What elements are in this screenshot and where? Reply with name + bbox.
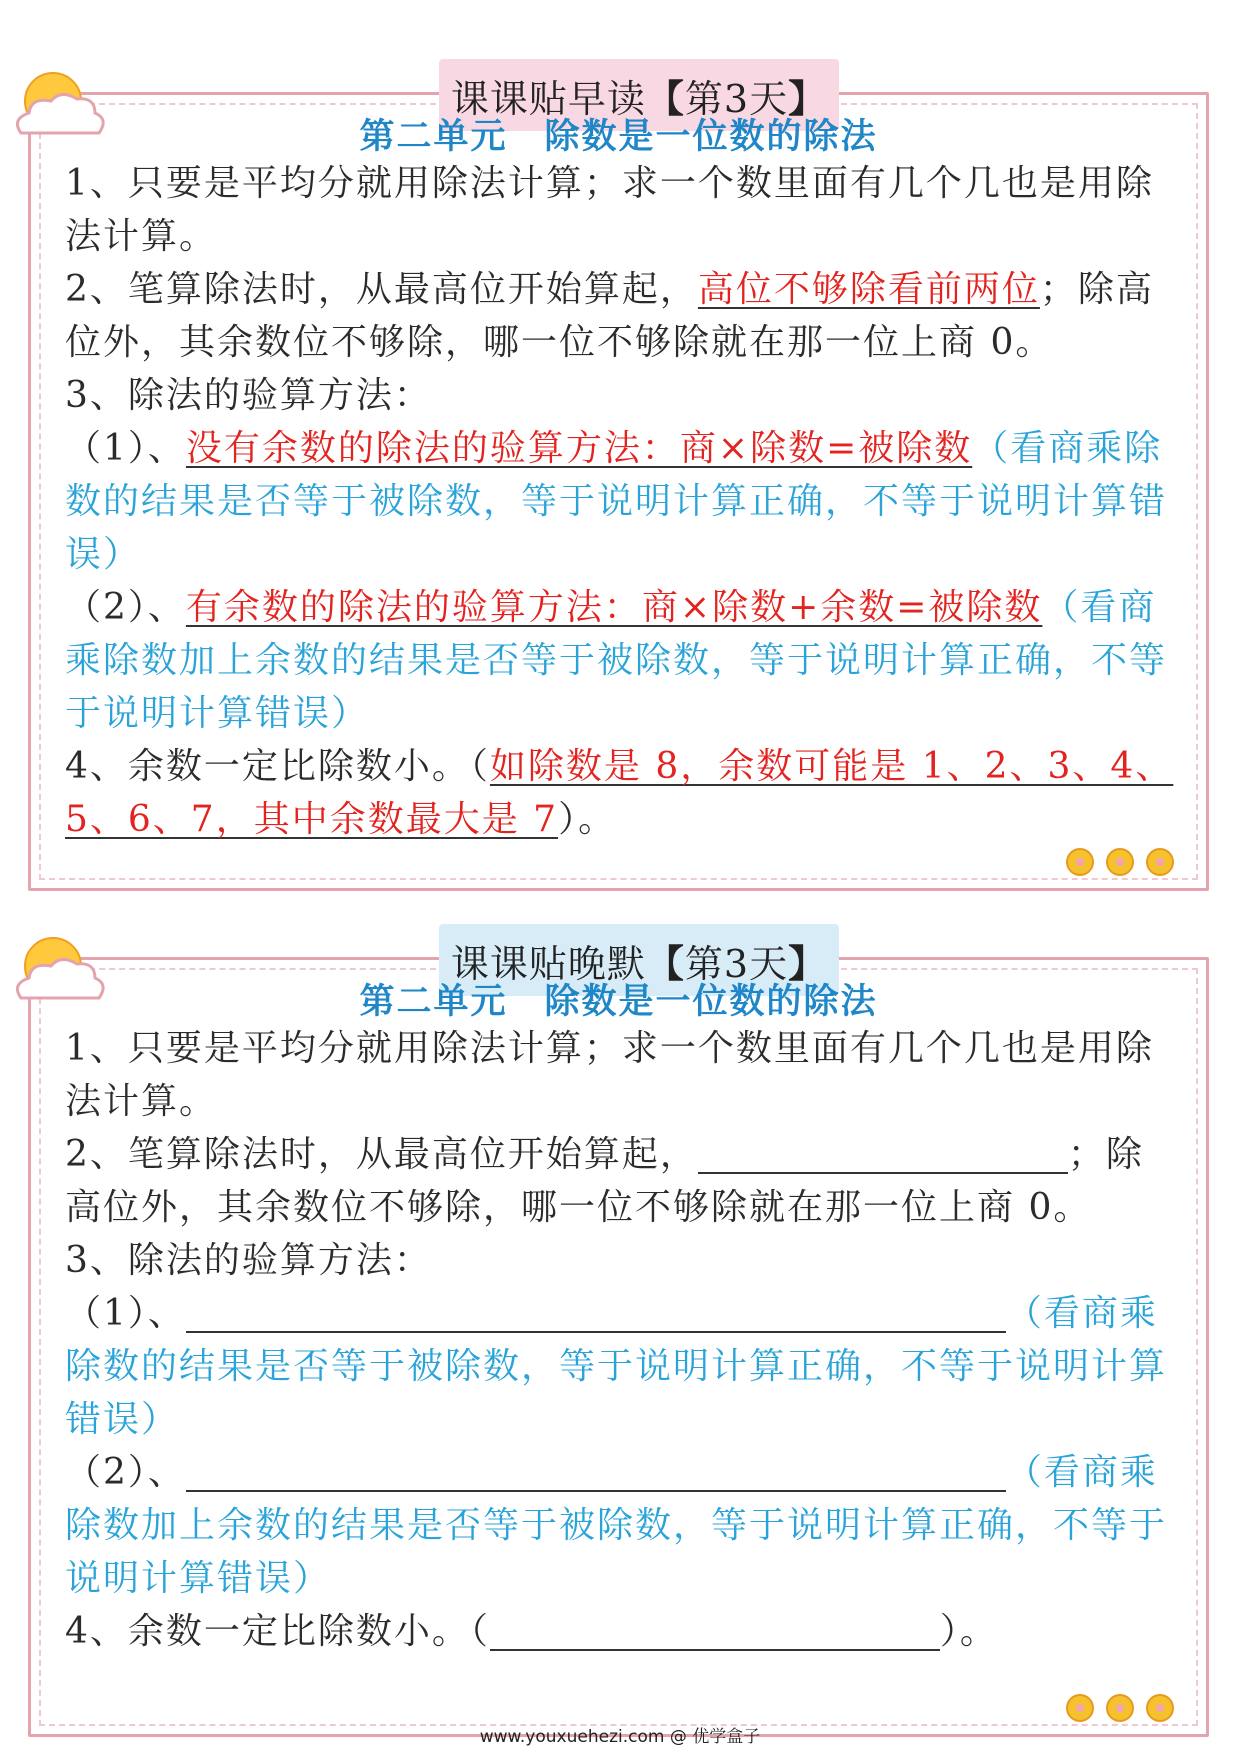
point-3-1-note: （看商乘除数的结果是否等于被除数，等于说明计算正确，不等于说明计算错误） [65, 1293, 1168, 1440]
point-2-text-a: 2、笔算除法时，从最高位开始算起， [65, 269, 698, 310]
evening-dictation-card [28, 940, 1209, 1737]
tab-day: 第3天 [684, 941, 789, 986]
point-3-2-note: （看商乘除数加上余数的结果是否等于被除数，等于说明计算正确，不等于说明计算错误） [65, 1452, 1168, 1599]
point-2 [65, 263, 1180, 369]
section-subtitle: 第二单元 除数是一位数的除法 [359, 117, 878, 157]
point-4-text-a: 4、余数一定比除数小。（ [65, 1611, 490, 1652]
point-3-1-answer: 没有余数的除法的验算方法：商×除数=被除数 [185, 428, 973, 469]
point-2-text-b: ；除高位外，其余数位不够除，哪一位不够除就在那一位上商 0。 [65, 1134, 1144, 1228]
point-3-2-prefix: （2）、 [65, 587, 186, 628]
point-3-1 [65, 1287, 1180, 1446]
point-3-2-answer: 有余数的除法的验算方法：商×除数+余数=被除数 [185, 587, 1043, 628]
point-1: 1、只要是平均分就用除法计算；求一个数里面有几个几也是用除法计算。 [65, 1028, 1154, 1122]
tab-day: 第3天 [684, 76, 789, 121]
point-4-text-b: ）。 [939, 1611, 998, 1652]
tab-bracket-open: 【 [645, 940, 685, 986]
tab-name: 课课贴晚默 [450, 941, 646, 986]
tab-bracket-close: 】 [788, 940, 828, 986]
point-2 [65, 1128, 1180, 1234]
card-body [65, 157, 1180, 846]
point-2-text-b: ；除高位外，其余数位不够除，哪一位不够除就在那一位上商 0。 [65, 269, 1154, 363]
flower-icon [1060, 842, 1180, 882]
footer-watermark: www.youxuehezi.com @ 优学盒子 [479, 1727, 761, 1747]
point-3-1-blank[interactable] [186, 1291, 1006, 1333]
point-4-answer: 如除数是 8，余数可能是 1、2、3、4、5、6、7，其中余数最大是 7 [65, 746, 1174, 840]
point-4 [65, 740, 1180, 846]
point-2-blank[interactable] [698, 1132, 1068, 1174]
point-2-text-a: 2、笔算除法时，从最高位开始算起， [65, 1134, 698, 1175]
card-body [65, 1022, 1180, 1658]
point-4-text-b: ）。 [558, 799, 617, 840]
point-3-1-prefix: （1）、 [65, 1293, 186, 1334]
tab-bracket-close: 】 [788, 75, 828, 121]
point-3: 3、除法的验算方法： [65, 1240, 432, 1281]
tab-name: 课课贴早读 [450, 76, 646, 121]
point-4-blank[interactable] [490, 1609, 940, 1651]
tab-bracket-open: 【 [645, 75, 685, 121]
point-3-2 [65, 1446, 1180, 1605]
point-3-1-note: （看商乘除数的结果是否等于被除数，等于说明计算正确，不等于说明计算错误） [65, 428, 1168, 575]
point-3-2-note: （看商乘除数加上余数的结果是否等于被除数，等于说明计算正确，不等于说明计算错误） [65, 587, 1168, 734]
point-3-1-prefix: （1）、 [65, 428, 186, 469]
point-3-2 [65, 581, 1180, 740]
point-4 [65, 1605, 1180, 1658]
point-4-text-a: 4、余数一定比除数小。（ [65, 746, 490, 787]
point-3-2-blank[interactable] [186, 1450, 1006, 1492]
point-2-answer: 高位不够除看前两位 [697, 269, 1040, 310]
point-1: 1、只要是平均分就用除法计算；求一个数里面有几个几也是用除法计算。 [65, 163, 1154, 257]
morning-reading-card [28, 75, 1209, 891]
point-3-1 [65, 422, 1180, 581]
section-subtitle: 第二单元 除数是一位数的除法 [359, 982, 878, 1022]
point-3-2-prefix: （2）、 [65, 1452, 186, 1493]
point-3: 3、除法的验算方法： [65, 375, 432, 416]
